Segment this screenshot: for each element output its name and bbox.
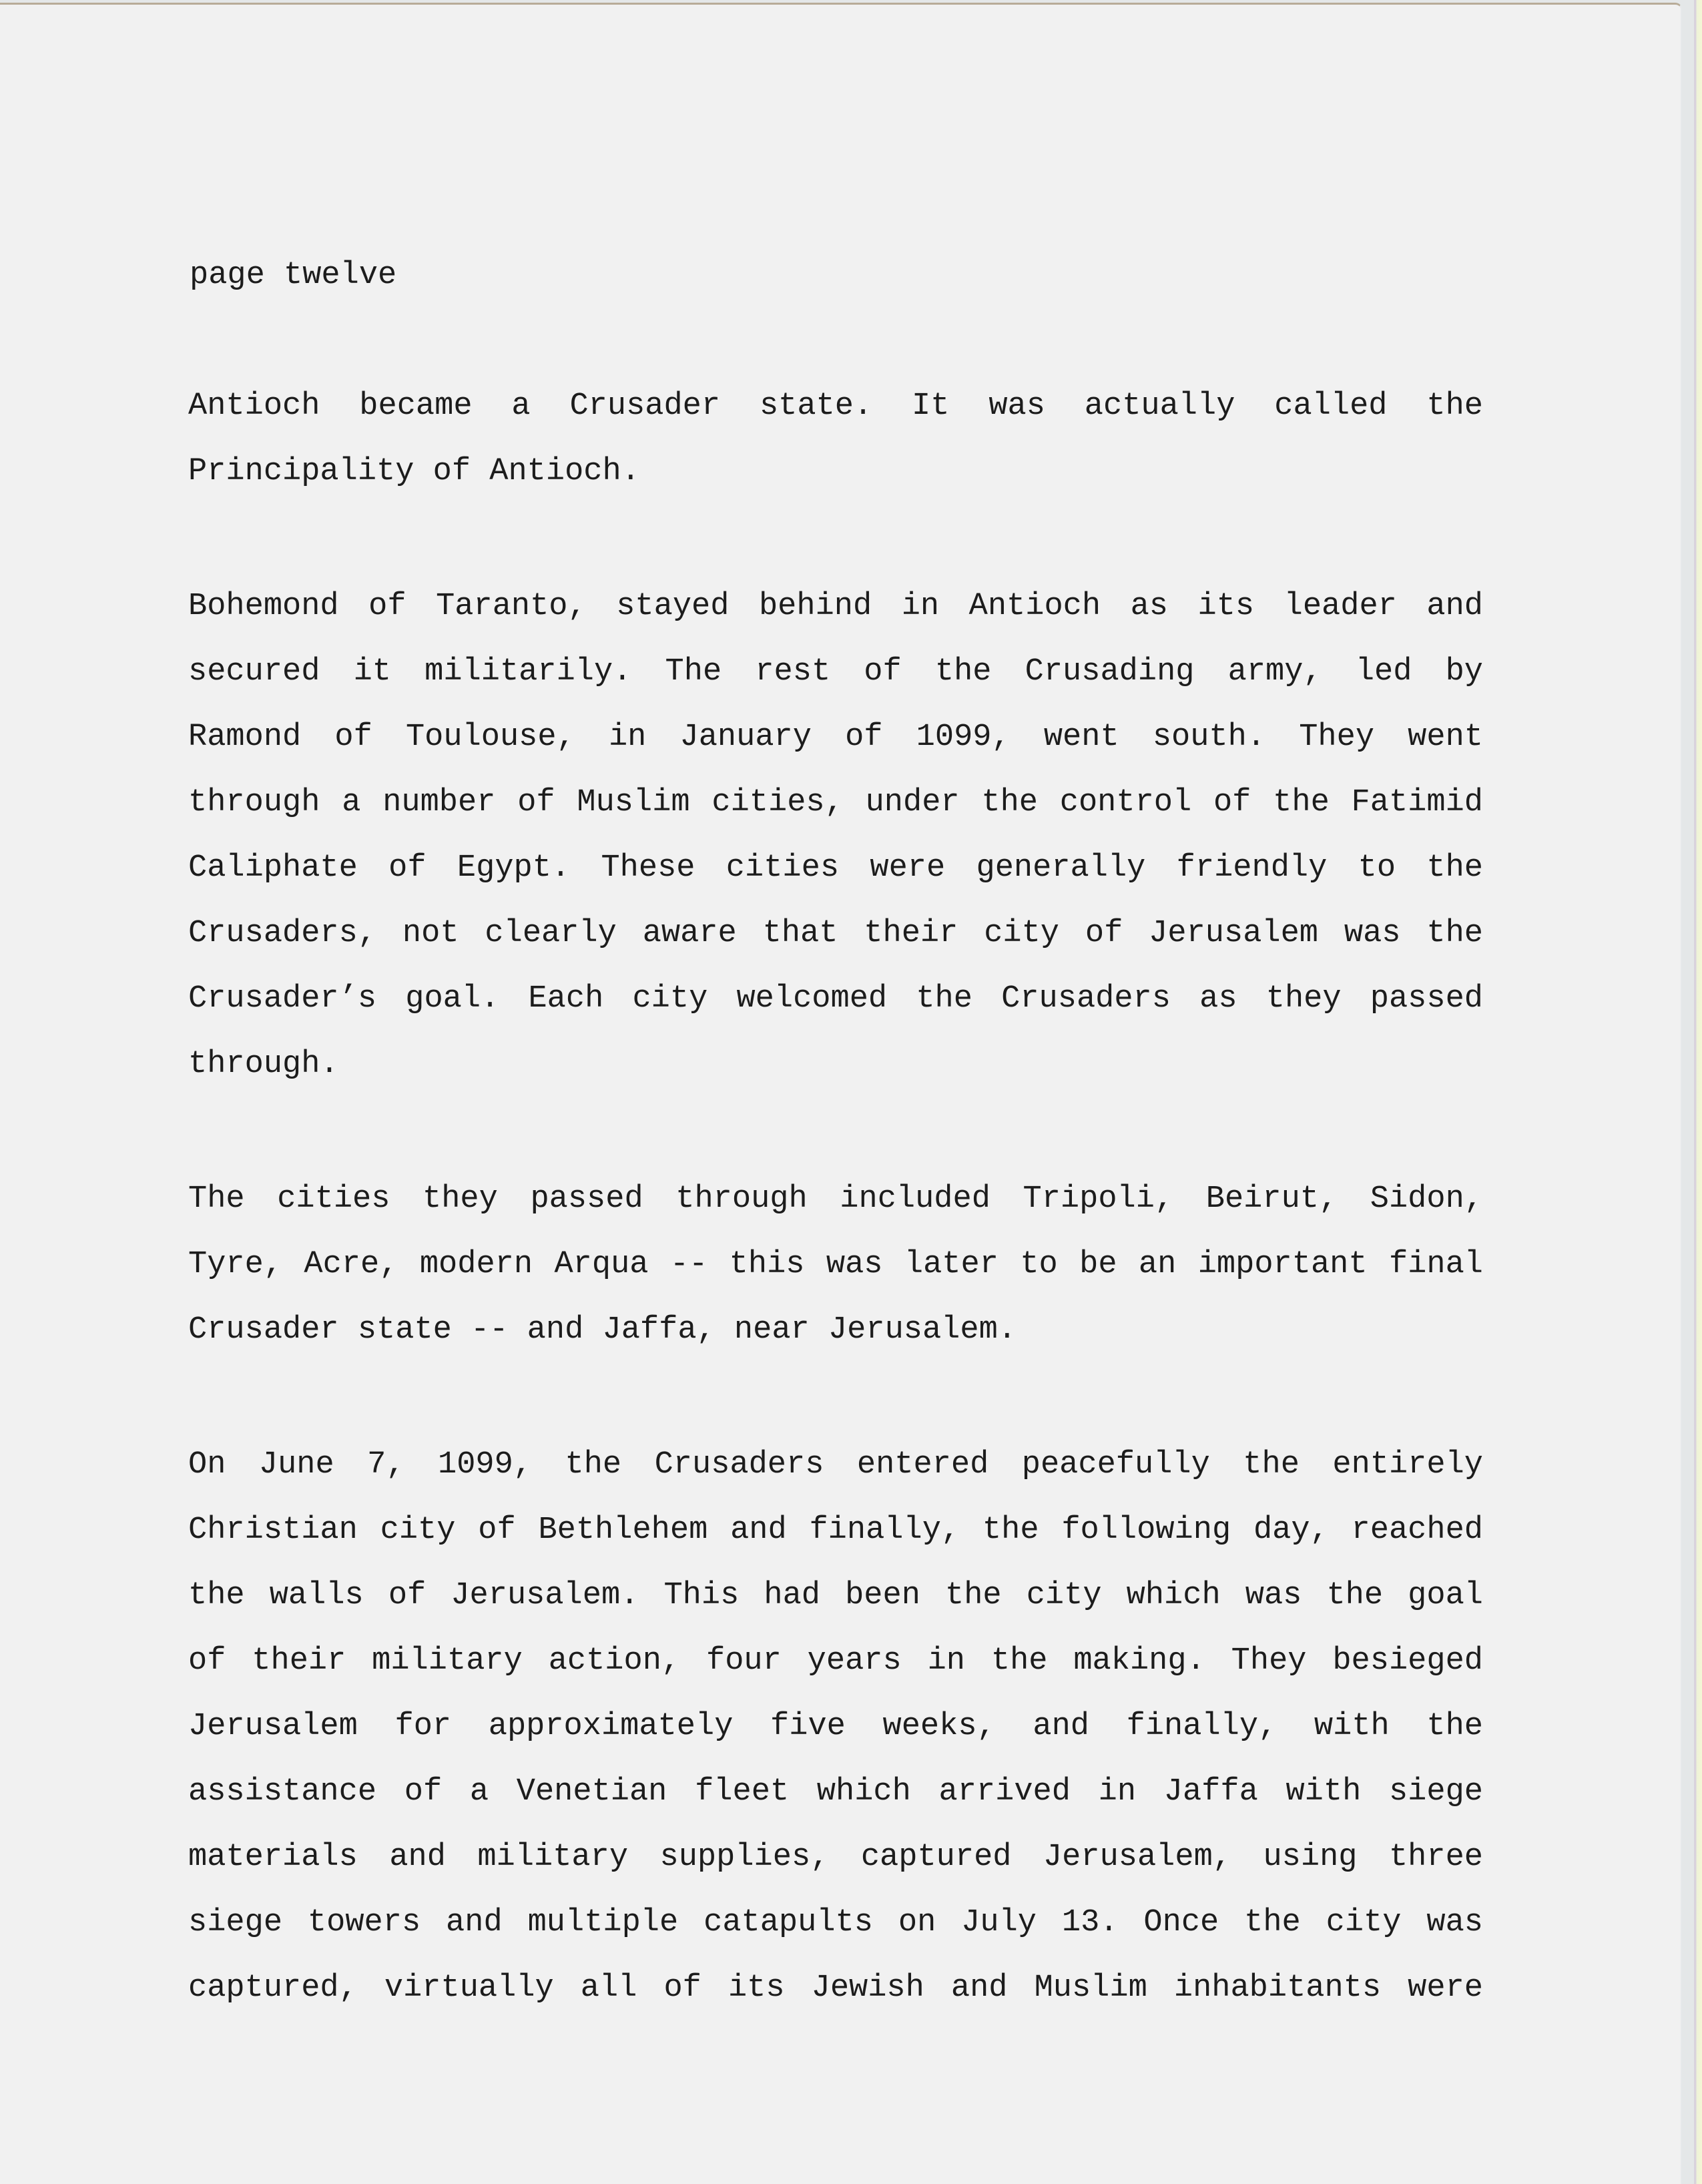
paragraph-4-line-1: On June 7, 1099, the Crusaders entered peacefully the entirely	[188, 1447, 1483, 1482]
paragraph-4-line-2: Christian city of Bethlehem and finally, the following day, reached	[188, 1513, 1483, 1548]
paragraph-4-line-8: siege towers and multiple catapults on July 13. Once the city was	[188, 1905, 1483, 1940]
paragraph-4-line-9: captured, virtually all of its Jewish and Muslim inhabitants were	[188, 1970, 1483, 2006]
paragraph-2-line-6: Crusaders, not clearly aware that their city of Jerusalem was the	[188, 916, 1483, 951]
paragraph-2-line-4: through a number of Muslim cities, under the control of the Fatimid	[188, 785, 1483, 820]
paragraph-2-line-7: Crusader’s goal. Each city welcomed the Crusaders as they passed	[188, 981, 1483, 1017]
paragraph-4-line-6: assistance of a Venetian fleet which arrived in Jaffa with siege	[188, 1774, 1483, 1810]
paragraph-2-line-2: secured it militarily. The rest of the Crusading army, led by	[188, 654, 1483, 690]
paragraph-2-line-5: Caliphate of Egypt. These cities were generally friendly to the	[188, 850, 1483, 886]
paragraph-3-line-2: Tyre, Acre, modern Arqua -- this was later to be an important final	[188, 1247, 1483, 1282]
paragraph-4-line-4: of their military action, four years in the making. They besieged	[188, 1643, 1483, 1679]
document-page	[0, 3, 1682, 2184]
paragraph-2-line-1: Bohemond of Taranto, stayed behind in Antioch as its leader and	[188, 589, 1483, 624]
paragraph-1-line-2: Principality of Antioch.	[188, 454, 640, 489]
paragraph-3-line-3: Crusader state -- and Jaffa, near Jerusalem.	[188, 1312, 1017, 1348]
paragraph-4-line-3: the walls of Jerusalem. This had been the city which was the goal	[188, 1578, 1483, 1613]
paragraph-4-line-7: materials and military supplies, captured Jerusalem, using three	[188, 1840, 1483, 1875]
scan-edge	[1694, 0, 1702, 2184]
paragraph-2-line-3: Ramond of Toulouse, in January of 1099, went south. They went	[188, 720, 1483, 755]
paragraph-2-line-8: through.	[188, 1047, 339, 1082]
page-label: page twelve	[190, 258, 397, 293]
paragraph-4-line-5: Jerusalem for approximately five weeks, and finally, with the	[188, 1709, 1483, 1744]
paragraph-3-line-1: The cities they passed through included Tripoli, Beirut, Sidon,	[188, 1181, 1483, 1217]
paragraph-1-line-1: Antioch became a Crusader state. It was actually called the	[188, 388, 1483, 424]
